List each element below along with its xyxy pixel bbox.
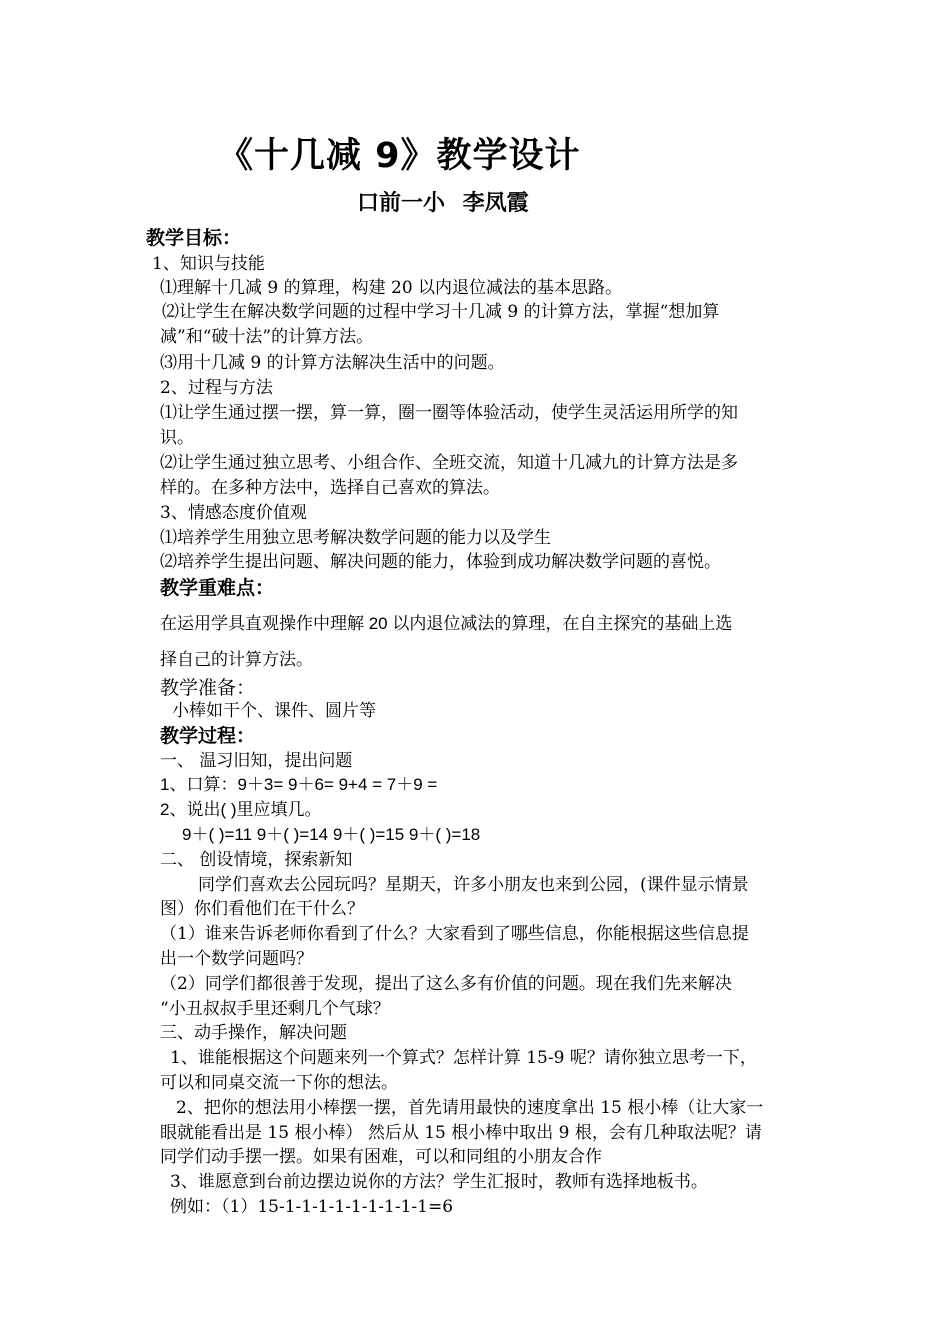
goals-line: 识。 [160, 428, 194, 448]
author-line: 口前一小 李凤霞 [357, 191, 529, 216]
process-line: 出一个数学问题吗？ [160, 949, 313, 969]
process-line: 1、谁能根据这个问题来列一个算式？怎样计算 15-9 呢？请你独立思考一下， [170, 1048, 757, 1068]
goals-line: 1、知识与技能 [152, 254, 265, 274]
process-line: （1）谁来告诉老师你看到了什么？大家看到了哪些信息，你能根据这些信息提 [160, 924, 749, 944]
process-line: 一、 温习旧知，提出问题 [160, 751, 353, 771]
process-line: 例如：（1）15-1-1-1-1-1-1-1-1-1=6 [170, 1197, 454, 1217]
process-line: 二、 创设情境，探索新知 [160, 850, 353, 870]
goals-line: ⑴培养学生用独立思考解决数学问题的能力以及学生 [160, 528, 551, 548]
goals-line: 2、过程与方法 [160, 378, 273, 398]
goals-line: 样的。在多种方法中，选择自己喜欢的算法。 [160, 478, 500, 498]
preparation-line: 小棒如干个、课件、圆片等 [172, 701, 376, 721]
process-line: “小丑叔叔手里还剩几个气球？ [160, 999, 390, 1019]
process-line: 1、口算：9＋3= 9＋6= 9+4 = 7＋9 = [160, 775, 438, 794]
process-line: 9＋( )=11 9＋( )=14 9＋( )=15 9＋( )=18 [182, 825, 481, 844]
goals-heading: 教学目标： [146, 227, 242, 249]
process-line: 3、谁愿意到台前边摆边说你的方法？学生汇报时，教师有选择地板书。 [170, 1172, 708, 1192]
goals-line: ⑵培养学生提出问题、解决问题的能力，体验到成功解决数学问题的喜悦。 [160, 552, 721, 572]
preparation-heading: 教学准备： [160, 677, 256, 699]
goals-line: ⑴让学生通过摆一摆，算一算，圈一圈等体验活动，使学生灵活运用所学的知 [160, 403, 738, 423]
process-line: 2、把你的想法用小棒摆一摆，首先请用最快的速度拿出 15 根小棒（让大家一 [176, 1098, 764, 1118]
process-line: （2）同学们都很善于发现，提出了这么多有价值的问题。现在我们先来解决 [160, 974, 732, 994]
goals-line: ⑶用十几减 9 的计算方法解决生活中的问题。 [160, 353, 505, 373]
key-points-line: 择自己的计算方法。 [160, 650, 313, 669]
process-line: 三、动手操作，解决问题 [160, 1023, 347, 1043]
key-points-heading: 教学重难点： [160, 577, 275, 599]
goals-line: ⑵让学生在解决数学问题的过程中学习十几减 9 的计算方法，掌握“想加算 [162, 302, 720, 322]
process-line: 眼就能看出是 15 根小棒） 然后从 15 根小棒中取出 9 根，会有几种取法呢？请 [160, 1123, 762, 1143]
process-line: 同学们动手摆一摆。如果有困难，可以和同组的小朋友合作 [160, 1147, 602, 1167]
process-line: 2、说出( )里应填几。 [160, 800, 322, 819]
process-line: 图）你们看他们在干什么？ [160, 899, 364, 919]
key-points-line: 在运用学具直观操作中理解 20 以内退位减法的算理，在自主探究的基础上选 [160, 614, 733, 633]
goals-line: 3、情感态度价值观 [160, 503, 307, 523]
goals-line: ⑵让学生通过独立思考、小组合作、全班交流，知道十几减九的计算方法是多 [160, 453, 738, 473]
goals-line: ⑴理解十几减 9 的算理，构建 20 以内退位减法的基本思路。 [160, 278, 623, 298]
goals-line: 减”和“破十法”的计算方法。 [160, 327, 374, 347]
process-heading: 教学过程： [160, 725, 256, 747]
process-line: 可以和同桌交流一下你的想法。 [160, 1073, 398, 1093]
process-line: 同学们喜欢去公园玩吗？星期天，许多小朋友也来到公园，(课件显示情景 [198, 875, 749, 895]
document-title: 《十几减 9》教学设计 [218, 136, 581, 176]
